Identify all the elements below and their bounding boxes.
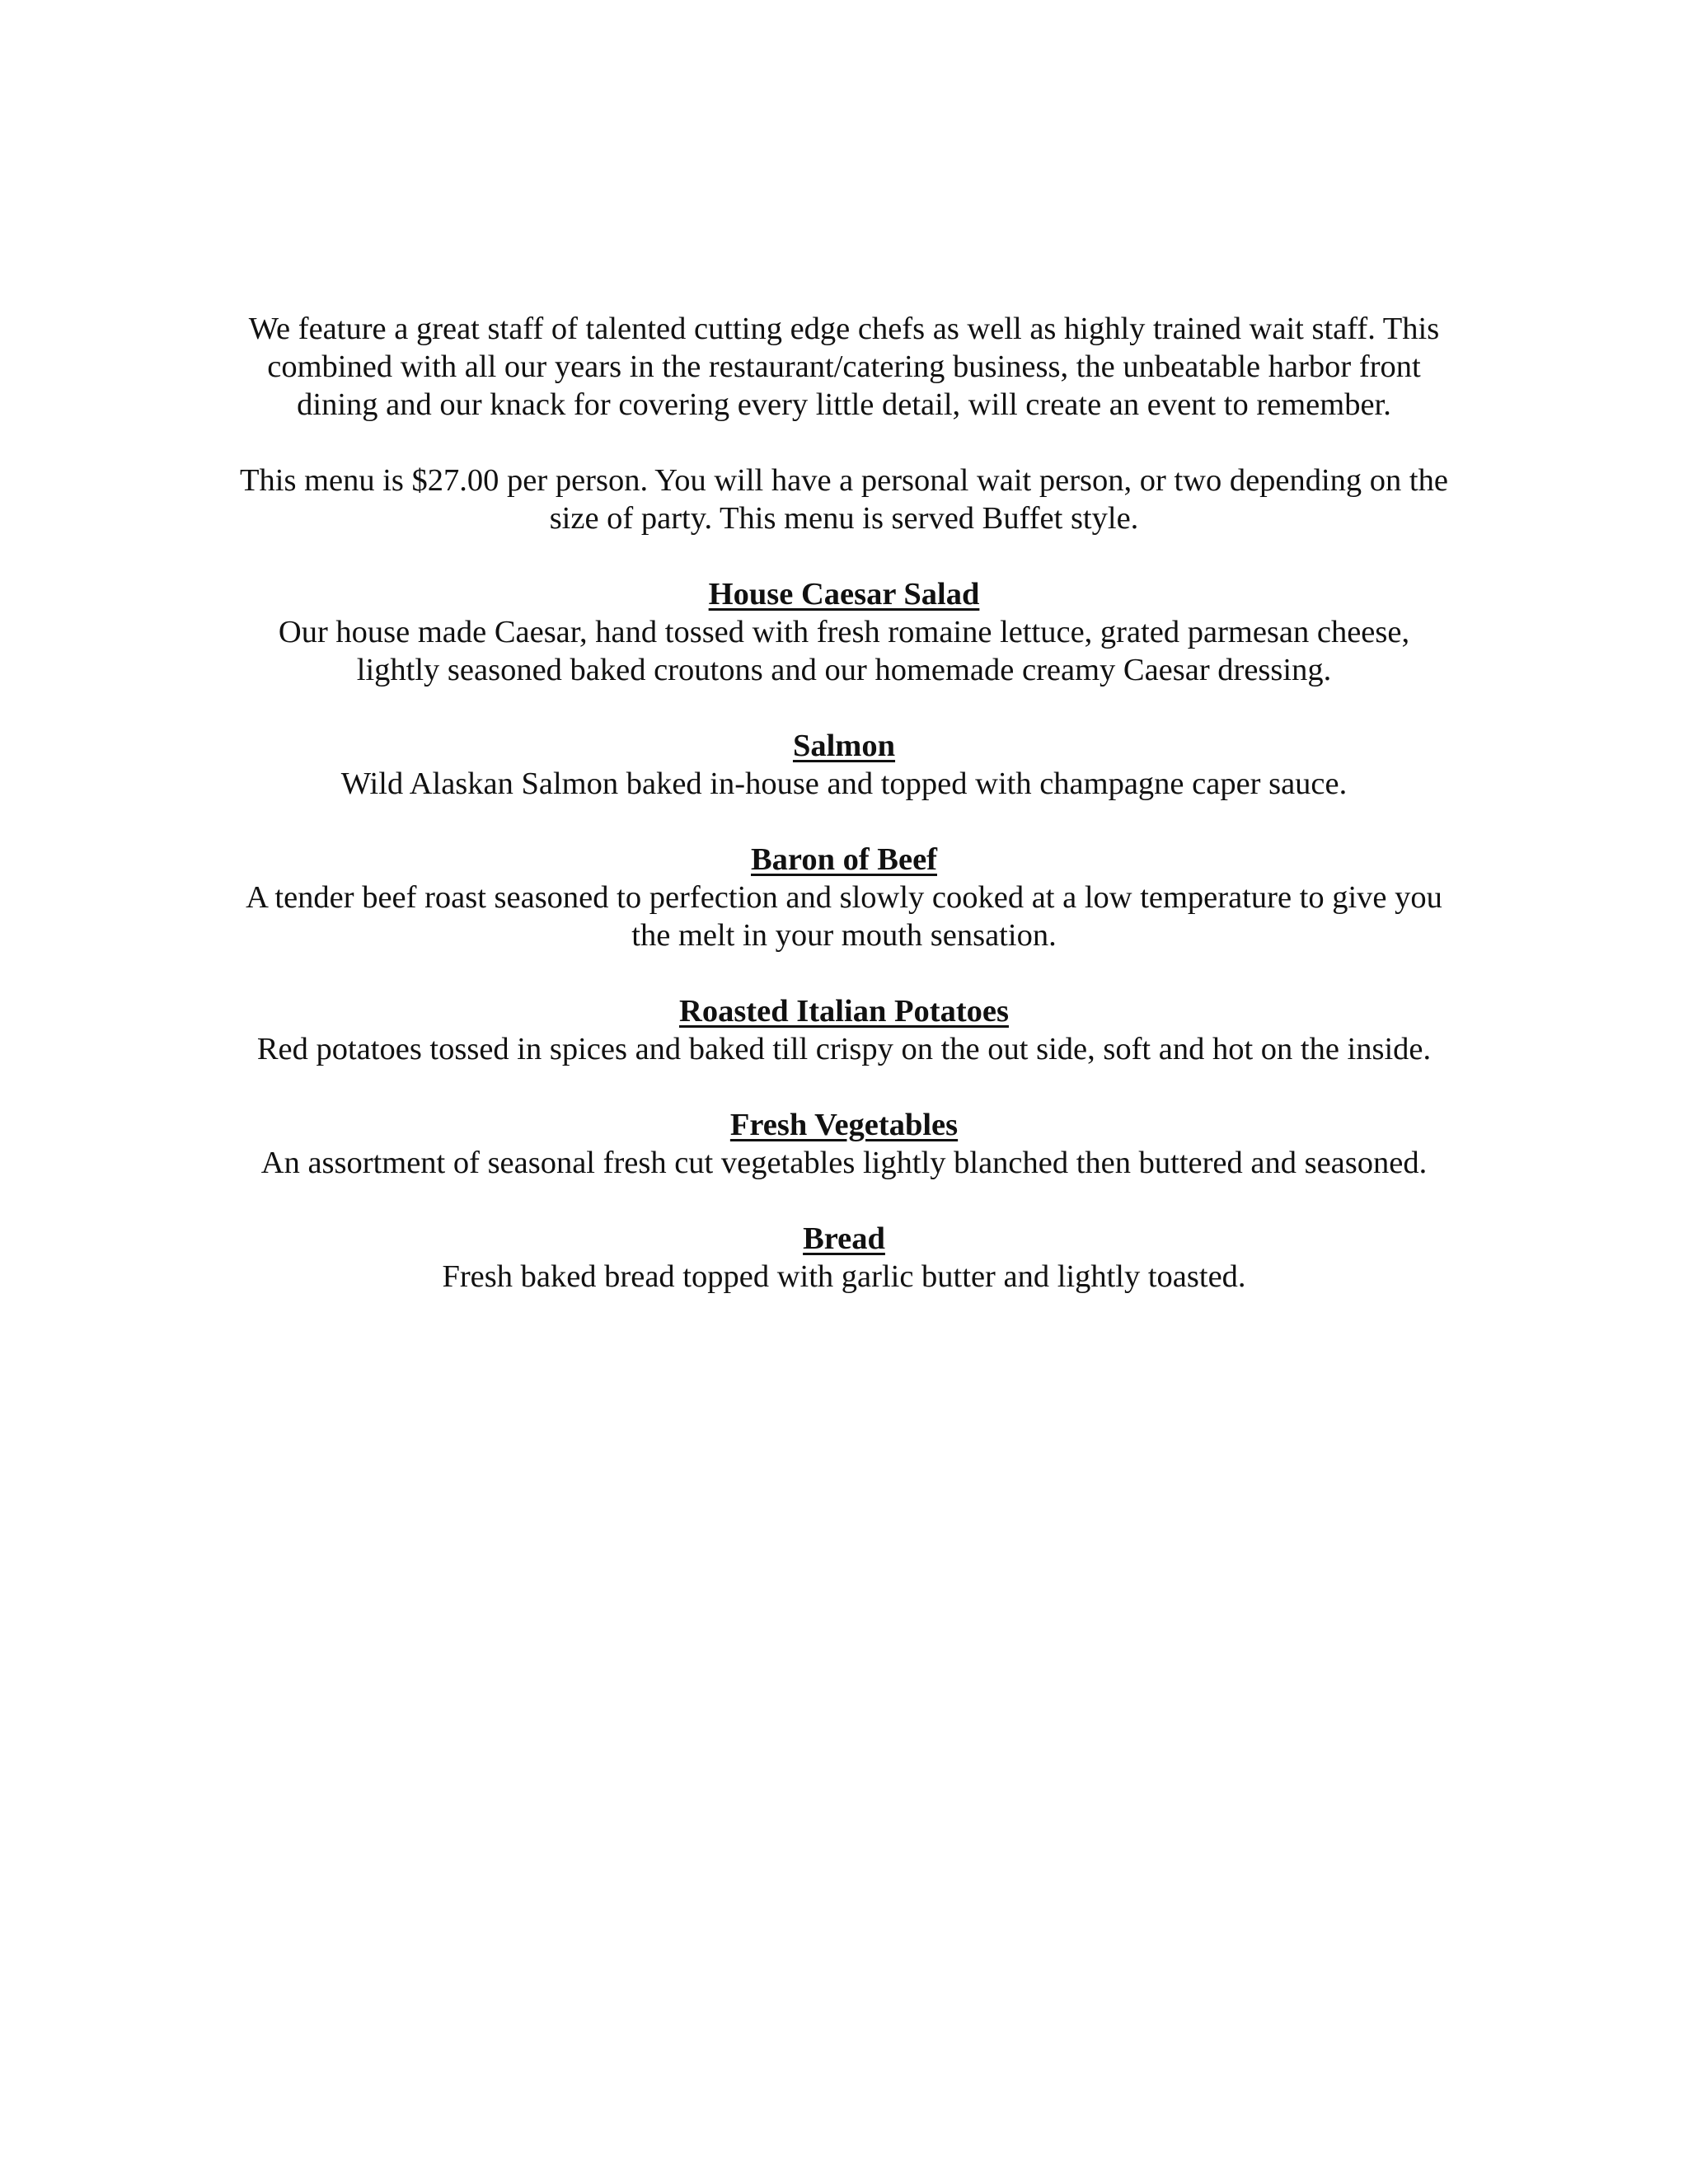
- menu-item-salmon: [239, 727, 1449, 803]
- menu-item-fresh-vegetables: [239, 1106, 1449, 1182]
- menu-item-title: Roasted Italian Potatoes: [679, 994, 1009, 1029]
- pricing-paragraph: This menu is $27.00 per person. You will have a personal wait person, or two depending on the size of party. This menu is served Buffet style.: [240, 463, 1448, 536]
- menu-item-description: Fresh baked bread topped with garlic butter and lightly toasted.: [442, 1259, 1246, 1294]
- menu-item-description: Wild Alaskan Salmon baked in-house and topped with champagne caper sauce.: [340, 766, 1348, 801]
- menu-item-title: Salmon: [792, 729, 896, 763]
- menu-item-description: A tender beef roast seasoned to perfection and slowly cooked at a low temperature to give you the melt in your mouth sensation.: [246, 880, 1442, 953]
- menu-item-baron-of-beef: [239, 841, 1449, 954]
- menu-item-description: Red potatoes tossed in spices and baked till crispy on the out side, soft and hot on the inside.: [256, 1032, 1432, 1066]
- menu-item-description: Our house made Caesar, hand tossed with fresh romaine lettuce, grated parmesan cheese, lightly seasoned baked croutons and our homemade creamy Caesar dressing.: [278, 615, 1410, 687]
- menu-item-roasted-potatoes: [239, 992, 1449, 1068]
- menu-item-title: Bread: [803, 1221, 885, 1256]
- menu-item-caesar-salad: [239, 575, 1449, 689]
- menu-item-description: An assortment of seasonal fresh cut vegetables lightly blanched then buttered and seasoned.: [260, 1146, 1428, 1180]
- menu-item-bread: [239, 1220, 1449, 1296]
- menu-item-title: Baron of Beef: [751, 842, 937, 877]
- menu-content: [239, 310, 1449, 1333]
- menu-item-title: House Caesar Salad: [708, 577, 980, 612]
- menu-item-title: Fresh Vegetables: [729, 1108, 959, 1142]
- intro-paragraph: We feature a great staff of talented cutting edge chefs as well as highly trained wait staff. This combined with all our years in the restaurant/catering business, the unbeatable harbor front dining and our knack for covering every little detail, will create an event to remember.: [248, 312, 1440, 422]
